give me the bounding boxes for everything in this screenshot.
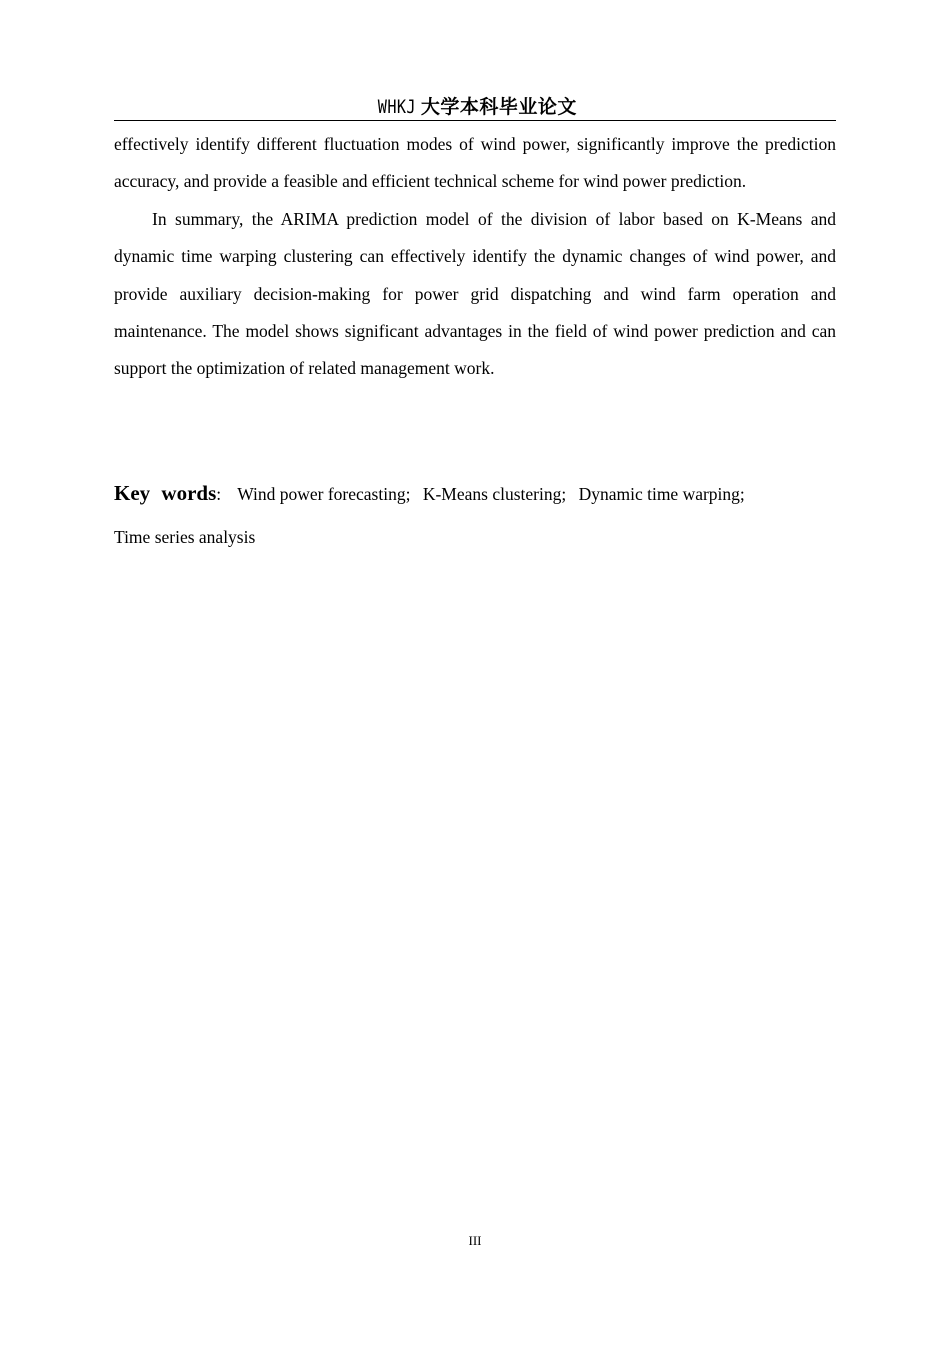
keywords-section (114, 472, 836, 559)
keyword-item: Dynamic time warping; (578, 484, 745, 504)
page-number: III (468, 1233, 482, 1248)
keyword-item: Time series analysis (114, 527, 256, 547)
keyword-item: K-Means clustering; (422, 484, 567, 504)
keywords-colon: : (216, 484, 222, 504)
header-title (373, 96, 577, 118)
keywords-label: Key words (114, 481, 217, 505)
abstract-body (114, 126, 836, 388)
header-title-latin: WHKJ (377, 96, 417, 118)
header-title-cjk: 大学本科毕业论文 (420, 96, 577, 118)
paragraph: In summary, the ARIMA prediction model of the division of labor based on K-Means and dynamic time warping clustering can effectively identify the dynamic changes of wind power, and provide auxiliary decision-making for power grid dispatching and wind farm operation and maintenance. The model shows significant advantages in the field of wind power prediction and can support the optimization of related management work. (114, 208, 836, 379)
page-header (114, 94, 836, 121)
paragraph: effectively identify different fluctuation modes of wind power, significantly improve the prediction accuracy, and provide a feasible and efficient technical scheme for wind power prediction. (114, 134, 836, 192)
keyword-item: Wind power forecasting; (237, 484, 411, 504)
